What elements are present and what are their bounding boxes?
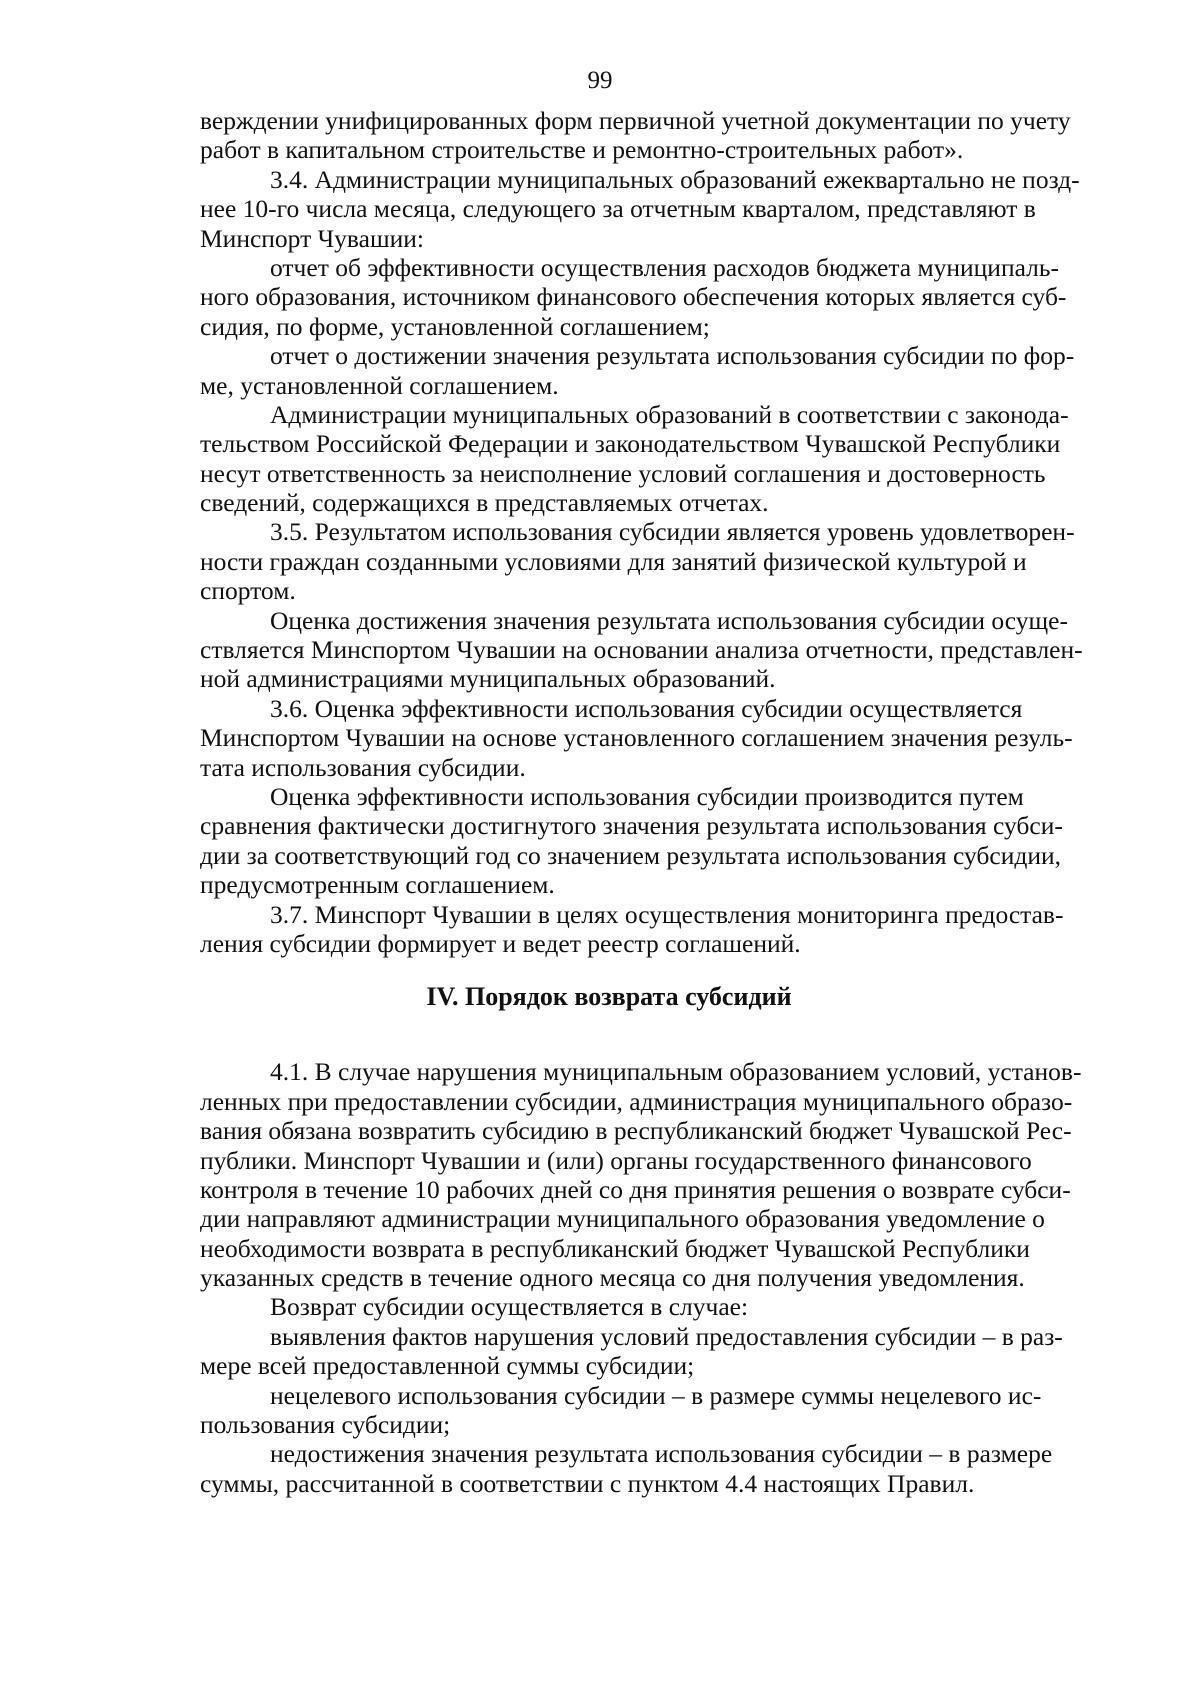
paragraph bbox=[200, 106, 1071, 165]
text-line: верждении унифицированных форм первичной учетной документации по учету bbox=[200, 106, 1071, 135]
text-line: контроля в течение 10 рабочих дней со дня принятия решения о возврате субси- bbox=[200, 1174, 1071, 1204]
text-line: тата использования субсидии. bbox=[200, 752, 526, 782]
text-line: Администрации муниципальных образований в соответствии с законода- bbox=[270, 399, 1069, 429]
text-line: ного образования, источником финансового обеспечения которых является суб- bbox=[200, 282, 1067, 312]
text-line: ствляется Минспортом Чувашии на основании анализа отчетности, представлен- bbox=[200, 635, 1083, 665]
text-line: 4.1. В случае нарушения муниципальным образованием условий, установ- bbox=[270, 1057, 1082, 1087]
text-line: Минспортом Чувашии на основе установленного соглашением значения резуль- bbox=[200, 723, 1073, 753]
paragraph bbox=[200, 1057, 1082, 1293]
paragraph bbox=[200, 605, 1083, 694]
text-line: ленных при предоставлении субсидии, администрация муниципального образо- bbox=[200, 1086, 1073, 1116]
paragraph bbox=[200, 781, 1063, 900]
text-line: сидия, по форме, установленной соглашением; bbox=[200, 311, 710, 341]
paragraph bbox=[200, 1380, 1042, 1440]
text-line: сведений, содержащихся в представляемых отчетах. bbox=[200, 488, 769, 518]
text-line: предусмотренным соглашением. bbox=[200, 870, 555, 900]
paragraph bbox=[200, 399, 1069, 518]
paragraph bbox=[200, 1439, 1053, 1498]
text-line: тельством Российской Федерации и законодательством Чувашской Республики bbox=[200, 429, 1061, 459]
paragraph bbox=[200, 164, 1080, 253]
text-line: Минспорт Чувашии: bbox=[200, 223, 424, 253]
text-line: суммы, рассчитанной в соответствии с пунктом 4.4 настоящих Правил. bbox=[200, 1468, 975, 1498]
text-line: отчет об эффективности осуществления расходов бюджета муниципаль- bbox=[270, 252, 1059, 282]
paragraph bbox=[200, 693, 1073, 782]
text-line: вания обязана возвратить субсидию в республиканский бюджет Чувашской Рес- bbox=[200, 1116, 1072, 1146]
paragraph bbox=[200, 252, 1067, 341]
text-line: нецелевого использования субсидии – в размере суммы нецелевого ис- bbox=[270, 1380, 1042, 1410]
document-body bbox=[200, 106, 1083, 1498]
text-line: указанных средств в течение одного месяца со дня получения уведомления. bbox=[200, 1263, 1025, 1293]
text-line: Оценка достижения значения результата использования субсидии осуще- bbox=[270, 605, 1068, 635]
text-line: выявления фактов нарушения условий предоставления субсидии – в раз- bbox=[270, 1321, 1063, 1351]
text-line: ления субсидии формирует и ведет реестр соглашений. bbox=[200, 928, 801, 958]
text-line: публики. Минспорт Чувашии и (или) органы государственного финансового bbox=[200, 1145, 1032, 1175]
text-line: сравнения фактически достигнутого значения результата использования субси- bbox=[200, 811, 1063, 841]
text-line: несут ответственность за неисполнение условий соглашения и достоверность bbox=[200, 458, 1046, 488]
text-line: работ в капитальном строительстве и ремонтно-строительных работ». bbox=[200, 135, 964, 165]
text-line: Оценка эффективности использования субсидии производится путем bbox=[270, 781, 1024, 811]
text-line: спортом. bbox=[200, 576, 296, 606]
paragraph bbox=[200, 899, 1064, 959]
text-line: 3.6. Оценка эффективности использования субсидии осуществляется bbox=[270, 693, 1023, 723]
paragraph bbox=[200, 341, 1075, 400]
paragraph bbox=[200, 1292, 1018, 1321]
text-line: мере всей предоставленной суммы субсидии; bbox=[200, 1351, 695, 1381]
text-line: 3.4. Администрации муниципальных образований ежеквартально не позд- bbox=[270, 164, 1080, 194]
text-line: 3.5. Результатом использования субсидии является уровень удовлетворен- bbox=[270, 517, 1075, 547]
text-line: необходимости возврата в республиканский бюджет Чувашской Республики bbox=[200, 1233, 1030, 1263]
text-line: Возврат субсидии осуществляется в случае: bbox=[270, 1292, 749, 1322]
text-line: недостижения значения результата использования субсидии – в размере bbox=[270, 1439, 1053, 1469]
text-line: дии за соответствующий год со значением результата использования субсидии, bbox=[200, 840, 1061, 870]
text-line: нее 10-го числа месяца, следующего за отчетным кварталом, представляют в bbox=[200, 194, 1036, 224]
text-line: 3.7. Минспорт Чувашии в целях осуществления мониторинга предостав- bbox=[270, 899, 1064, 929]
text-line: ной администрациями муниципальных образований. bbox=[200, 664, 776, 694]
page-number: 99 bbox=[587, 67, 613, 94]
text-line: ности граждан созданными условиями для занятий физической культурой и bbox=[200, 546, 1027, 576]
text-line: отчет о достижении значения результата использования субсидии по фор- bbox=[270, 341, 1075, 371]
paragraph bbox=[200, 517, 1075, 606]
text-line: пользования субсидии; bbox=[200, 1410, 451, 1440]
paragraph bbox=[200, 1321, 1063, 1381]
text-line: дии направляют администрации муниципального образования уведомление о bbox=[200, 1204, 1045, 1234]
text-line: ме, установленной соглашением. bbox=[200, 370, 559, 400]
section-heading: IV. Порядок возврата субсидий bbox=[426, 982, 792, 1012]
